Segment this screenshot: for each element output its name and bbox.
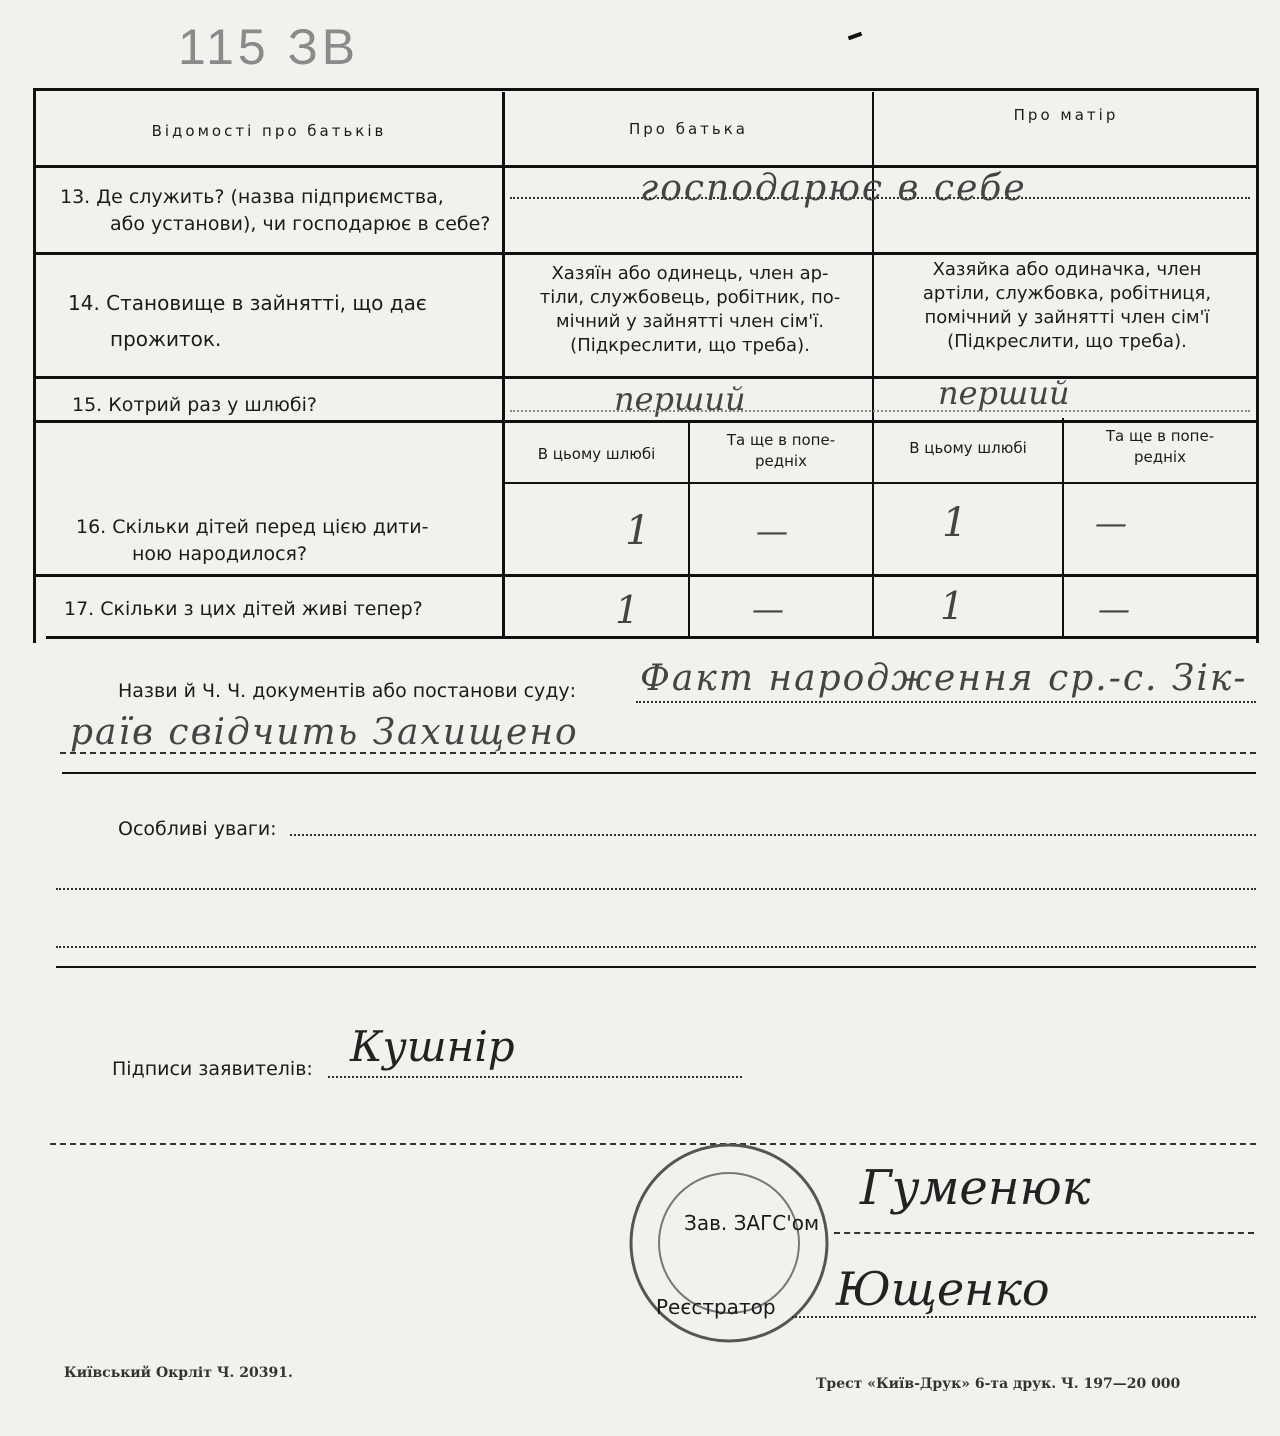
- row15-mother: перший: [938, 374, 1070, 412]
- header-parents-info: Відомості про батьків: [151, 122, 387, 140]
- documents-line-1: [636, 701, 1256, 703]
- documents-entry-1: Факт народження ср.-с. Зік-: [640, 658, 1248, 699]
- row13-label: 13. Де служить? (назва підприємства, або установи), чи господарює в себе?: [60, 186, 491, 235]
- head-label: Зав. ЗАГС'ом: [684, 1211, 820, 1235]
- head-signature: Гуменюк: [860, 1160, 1091, 1216]
- header-mother: Про матір: [1013, 106, 1119, 124]
- registrar-line: [792, 1316, 1256, 1318]
- row14-mother-options: Хазяйка або одиначка, член артіли, службовка, робітниця, помічний у зайнятті член сім'ї (Підкреслити, що треба).: [922, 259, 1212, 352]
- applicants-label: Підписи заявителів:: [112, 1058, 313, 1080]
- sub-father-this-marriage: В цьому шлюбі: [537, 445, 656, 463]
- row17-father-prev: —: [752, 590, 784, 628]
- row17-label: 17. Скільки з цих дітей живі тепер?: [64, 598, 423, 620]
- head-line: [834, 1232, 1254, 1234]
- row16-mother-this: 1: [942, 500, 968, 546]
- row17-mother-prev: —: [1098, 590, 1130, 628]
- row16-father-prev: —: [756, 512, 788, 550]
- ink-mark: [848, 32, 863, 41]
- row15-line: [510, 410, 1250, 412]
- row17-mother-this: 1: [940, 584, 965, 628]
- sub-mother-this-marriage: В цьому шлюбі: [909, 439, 1027, 457]
- notes-label: Особливі уваги:: [118, 818, 277, 840]
- notes-rule: [56, 966, 1256, 968]
- footer-left: Київський Окрліт Ч. 20391.: [64, 1365, 293, 1381]
- header-father: Про батька: [628, 120, 749, 138]
- footer-right: Трест «Київ-Друк» 6-та друк. Ч. 197—20 000: [816, 1376, 1181, 1392]
- documents-label: Назви й Ч. Ч. документів або постанови суду:: [118, 680, 577, 702]
- row15-father: перший: [614, 380, 746, 418]
- row14-father-options: Хазяїн або одинець, член ар- тіли, службовець, робітник, по- мічний у зайнятті член сім'ї. (Підкреслити, що треба).: [539, 263, 841, 356]
- notes-line-2: [56, 888, 1256, 890]
- notes-line-1: [290, 834, 1256, 836]
- documents-entry-2: раїв свідчить Захищено: [70, 712, 579, 753]
- row16-mother-prev: —: [1095, 504, 1127, 542]
- sub-mother-previous: Та ще в попе- редніх: [1105, 427, 1215, 466]
- row17-father-this: 1: [615, 588, 640, 632]
- notes-line-3: [56, 946, 1256, 948]
- row15-label: 15. Котрий раз у шлюбі?: [72, 394, 317, 416]
- registrar-label: Реєстратор: [656, 1295, 776, 1319]
- applicant-signature: Кушнір: [350, 1022, 515, 1071]
- row16-father-this: 1: [625, 508, 651, 554]
- row13-answer: господарює в себе: [640, 168, 1027, 209]
- archive-number: 115 ЗВ: [178, 19, 360, 75]
- row16-label: 16. Скільки дітей перед цією дити- ною народилося?: [76, 516, 429, 565]
- applicants-line: [328, 1076, 742, 1078]
- documents-rule: [62, 772, 1256, 774]
- sub-father-previous: Та ще в попе- редніх: [726, 431, 836, 470]
- registrar-signature: Ющенко: [836, 1262, 1050, 1316]
- row14-label: 14. Становище в зайнятті, що дає прожиток.: [68, 291, 427, 351]
